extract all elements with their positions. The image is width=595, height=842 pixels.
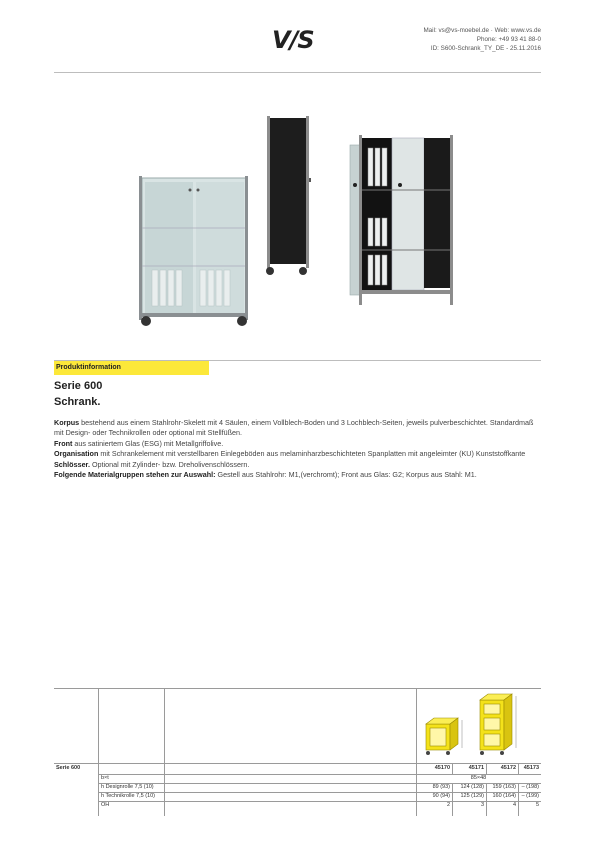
table-series-label: Serie 600 <box>56 765 81 771</box>
cabinet-side-view-image <box>266 116 311 275</box>
table-cell: 3 <box>480 802 484 808</box>
table-cell: 125 (129) <box>460 793 484 799</box>
product-description <box>54 418 544 480</box>
table-cell: 2 <box>446 802 450 808</box>
table-cell: 5 <box>535 802 539 808</box>
column-header-45171: 45171 <box>468 765 484 771</box>
table-cell: 4 <box>512 802 516 808</box>
table-cell: 90 (94) <box>432 793 450 799</box>
product-type-title: Schrank. <box>54 396 101 408</box>
contact-block <box>423 26 541 53</box>
table-cell: – (199) <box>521 793 539 799</box>
description-organisation: Organisation mit Schrankelement mit verstellbaren Einlegeböden aus melaminharzbeschichteten Spanplatten mit angeleimter (KU) Kunststoffkante <box>54 449 526 459</box>
column-header-45173: 45173 <box>523 765 539 771</box>
table-cell: – (198) <box>521 784 539 790</box>
table-cell: 124 (128) <box>460 784 484 790</box>
row-label-technikrolle: h Technikrolle 7,5 (10) <box>101 793 156 799</box>
contact-phone: Phone: +49 93 41 88-0 <box>476 36 541 43</box>
cabinet-glass-front-image <box>139 176 248 326</box>
brand-logo: V/S <box>272 26 314 54</box>
description-korpus: Korpus bestehend aus einem Stahlrohr-Skelett mit 4 Säulen, einem Vollblech-Boden und 3 Lochblech-Seiten, jeweils pulverbeschichtet. Standardmaß mit Design- oder Technikrollen oder optional mit Stellfüßen. <box>54 418 534 438</box>
description-schloesser: Schlösser. Optional mit Zylinder- bzw. Dreholivenschlössern. <box>54 459 250 469</box>
table-cell: 159 (163) <box>492 784 516 790</box>
document-id: ID: S600-Schrank_TY_DE - 25.11.2016 <box>430 45 541 52</box>
shelf-variant-diagram <box>422 690 540 760</box>
description-materials: Folgende Materialgruppen stehen zur Auswahl: Gestell aus Stahlrohr: M1,(verchromt); Front aus Glas: G2; Korpus aus Stahl: M1. <box>54 470 477 480</box>
header-divider <box>54 72 541 73</box>
column-header-45170: 45170 <box>434 765 450 771</box>
description-front: Front aus satiniertem Glas (ESG) mit Metallgriffolive. <box>54 438 224 448</box>
row-label-bxt: b×t <box>101 775 109 781</box>
cabinet-open-door-image <box>350 135 453 305</box>
section-tag: Produktinformation <box>54 361 209 375</box>
table-cell: 160 (164) <box>492 793 516 799</box>
product-series-title: Serie 600 <box>54 380 103 392</box>
product-photos <box>130 110 470 335</box>
row-value-bxt: 85×48 <box>470 775 487 781</box>
row-label-oh: OH <box>101 802 110 808</box>
row-label-designrolle: h Designrolle 7,5 (10) <box>101 784 154 790</box>
table-cell: 89 (93) <box>432 784 450 790</box>
contact-mail: Mail: vs@vs-moebel.de · Web: www.vs.de <box>423 27 541 34</box>
column-header-45172: 45172 <box>500 765 516 771</box>
spec-table <box>54 688 541 816</box>
